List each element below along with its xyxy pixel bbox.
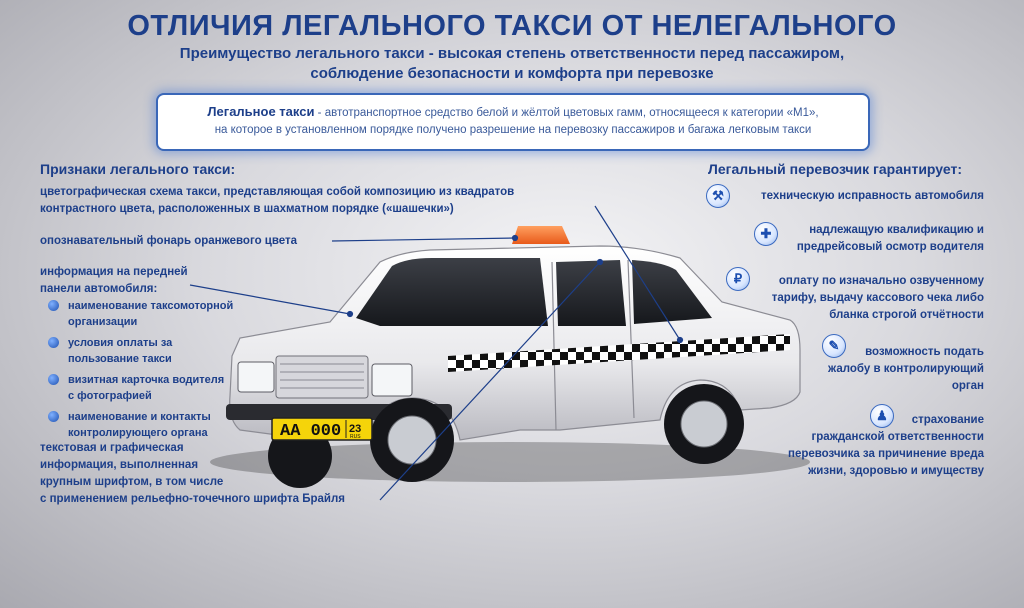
- receipt-icon: ₽: [726, 267, 750, 291]
- wrench-icon: ⚒: [706, 184, 730, 208]
- grille: [276, 356, 368, 398]
- headlight-right: [372, 364, 412, 396]
- bullet-dot-icon: [48, 374, 59, 385]
- guarantee-text: оплату по изначально озвученному тарифу, выдачу кассового чека либо бланка строгой отчётности: [771, 275, 984, 321]
- roof-lamp: [512, 226, 570, 244]
- sign-braille-line-2: информация, выполненная: [40, 459, 199, 471]
- definition-line-2: на которое в установленном порядке получено разрешение на перевозку пассажиров и багажа легковым такси: [214, 124, 812, 136]
- document-icon: ✎: [822, 334, 846, 358]
- medical-icon: ✚: [754, 222, 778, 246]
- family-icon: ♟: [870, 404, 894, 428]
- guarantee-text: возможность подать жалобу в контролирующий орган: [828, 346, 984, 392]
- bullet-item: наименование и контакты контролирующего органа: [46, 409, 246, 441]
- left-heading: Признаки легального такси:: [40, 161, 236, 177]
- subtitle-line-2: соблюдение безопасности и комфорта при перевозке: [310, 65, 714, 82]
- sign-braille-line-4: с применением рельефно-точечного шрифта Брайля: [40, 493, 345, 505]
- sign-color-scheme-line-2: контрастного цвета, расположенных в шахматном порядке («шашечки»): [40, 203, 454, 215]
- definition-term: Легальное такси: [207, 104, 315, 119]
- plate-number: АА 000: [280, 422, 342, 441]
- subtitle-line-1: Преимущество легального такси - высокая степень ответственности перед пассажиром,: [179, 45, 845, 62]
- guarantee-text: страхование гражданской ответственности перевозчика за причинение вреда жизни, здоровью и имуществу: [788, 414, 984, 477]
- guarantee-text: надлежащую квалификацию и предрейсовый осмотр водителя: [796, 224, 984, 253]
- bullet-dot-icon: [48, 300, 59, 311]
- leader-lamp: [332, 238, 515, 241]
- sign-braille-line-1: текстовая и графическая: [40, 442, 184, 454]
- page-title: ОТЛИЧИЯ ЛЕГАЛЬНОГО ТАКСИ ОТ НЕЛЕГАЛЬНОГО: [127, 10, 897, 42]
- right-heading: Легальный перевозчик гарантирует:: [708, 161, 963, 177]
- sign-braille-line-3: крупным шрифтом, в том числе: [40, 476, 224, 488]
- front-side-window: [556, 260, 626, 326]
- plate-region: 23: [349, 423, 362, 435]
- bullet-dot-icon: [48, 337, 59, 348]
- sign-front-panel-line-1: информация на передней: [40, 266, 188, 278]
- sign-color-scheme-line-1: цветографическая схема такси, представляющая собой композицию из квадратов: [40, 186, 515, 198]
- sign-front-panel-line-2: панели автомобиля:: [40, 283, 158, 295]
- definition-text-1: - автотранспортное средство белой и жёлтой цветовых гамм, относящееся к категории «М1»,: [314, 107, 819, 119]
- front-panel-bullets: [46, 298, 246, 446]
- sign-color-scheme: [40, 184, 600, 218]
- sign-orange-lamp: опознавательный фонарь оранжевого цвета: [40, 235, 298, 247]
- bullet-item: визитная карточка водителя с фотографией: [46, 372, 246, 404]
- bullet-item: наименование таксомоторной организации: [46, 298, 246, 330]
- bullet-dot-icon: [48, 411, 59, 422]
- bullet-item: условия оплаты за пользование такси: [46, 335, 246, 367]
- guarantee-text: техническую исправность автомобиля: [760, 190, 984, 202]
- plate-country: RUS: [350, 434, 361, 440]
- sign-braille-text: [40, 440, 345, 508]
- sign-front-panel: [40, 264, 188, 298]
